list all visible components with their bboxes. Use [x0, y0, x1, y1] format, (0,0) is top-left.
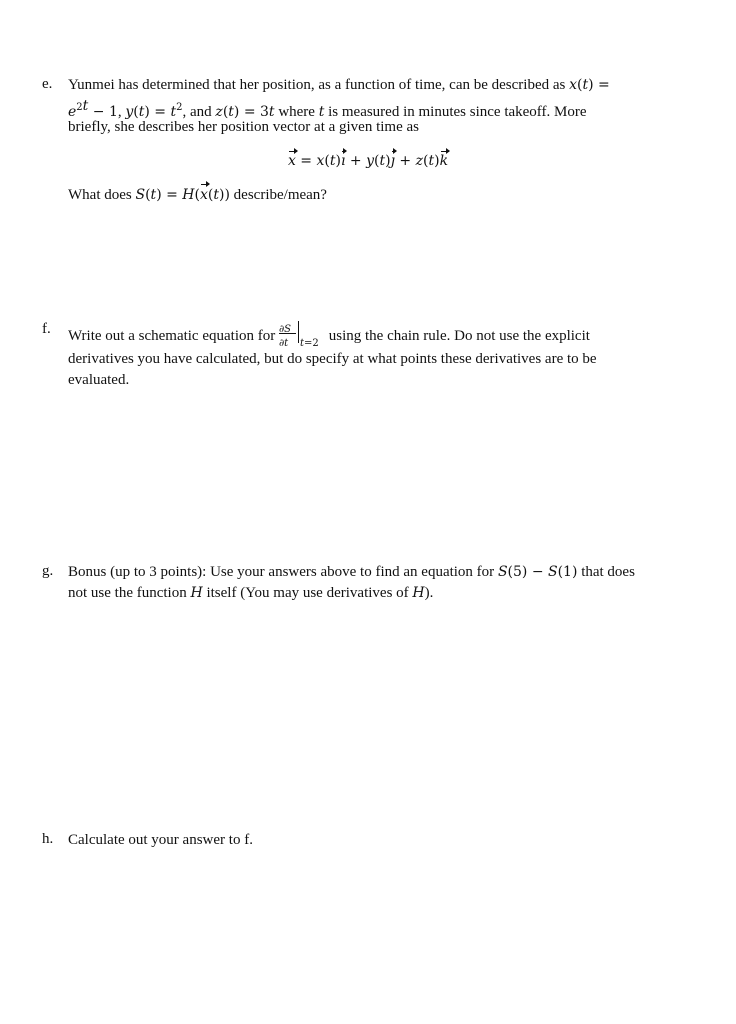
partial-derivative-eval: ∂S ∂t t=2	[279, 321, 325, 351]
part-f-line-3: evaluated.	[68, 372, 130, 388]
part-f-line-2: derivatives you have calculated, but do specify at what points these derivatives are to be	[68, 351, 597, 367]
part-h-label: h.	[42, 831, 54, 847]
part-g-line-2: not use the function H itself (You may use derivatives of H).	[68, 585, 434, 601]
part-g-line-1: Bonus (up to 3 points): Use your answers above to find an equation for S(5) − S(1) that does	[68, 564, 635, 580]
part-g-label: g.	[42, 563, 54, 579]
part-e-line-1: Yunmei has determined that her position, as a function of time, can be described as x(t) =	[68, 77, 610, 93]
part-e-label: e.	[42, 76, 53, 92]
part-e-line-2: $e^{2t} - 1$, $y(t) = t^2$, and z(t) = 3t where t is measured in minutes since takeoff. More	[68, 98, 587, 120]
part-e-line-3: briefly, she describes her position vector at a given time as	[68, 119, 419, 135]
position-vector-equation: x = x(t)ı + y(t)ȷ + z(t)k	[287, 153, 449, 169]
part-e-question: What does S(t) = H(x(t)) describe/mean?	[68, 187, 327, 203]
part-f-line-1: Write out a schematic equation for ∂S ∂t t=2 using the chain rule. Do not use the explicit	[68, 321, 590, 351]
part-f-label: f.	[42, 321, 51, 337]
part-h-line-1: Calculate out your answer to f.	[68, 832, 253, 848]
